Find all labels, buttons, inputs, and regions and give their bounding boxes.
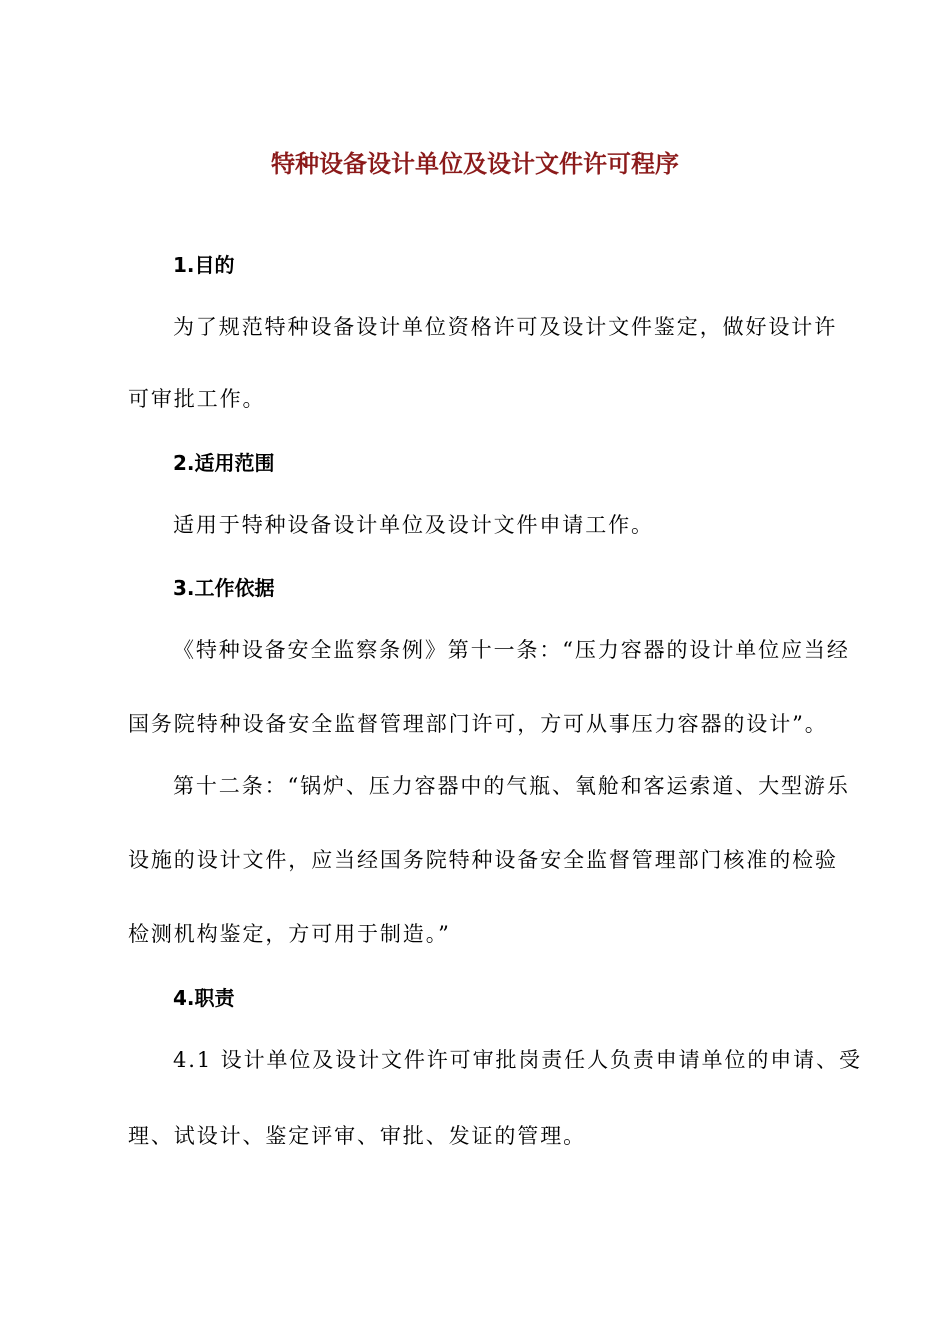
paragraph-line: 理、试设计、鉴定评审、审批、发证的管理。 — [128, 1124, 586, 1148]
paragraph-line: 4.1 设计单位及设计文件许可审批岗责任人负责申请单位的申请、受 — [173, 1048, 862, 1072]
paragraph-line: 检测机构鉴定，方可用于制造。” — [128, 922, 451, 946]
section-heading-purpose: 1.目的 — [173, 253, 235, 277]
section-heading-responsibilities: 4.职责 — [173, 986, 235, 1010]
section-heading-scope: 2.适用范围 — [173, 451, 275, 475]
paragraph-line: 《特种设备安全监察条例》第十一条：“压力容器的设计单位应当经 — [173, 638, 850, 662]
paragraph-line: 适用于特种设备设计单位及设计文件申请工作。 — [173, 513, 654, 537]
paragraph-line: 第十二条：“锅炉、压力容器中的气瓶、氧舱和客运索道、大型游乐 — [173, 774, 850, 798]
paragraph-line: 设施的设计文件，应当经国务院特种设备安全监督管理部门核准的检验 — [128, 848, 838, 872]
paragraph-line: 可审批工作。 — [128, 387, 266, 411]
paragraph-line: 为了规范特种设备设计单位资格许可及设计文件鉴定，做好设计许 — [173, 315, 838, 339]
document-title: 特种设备设计单位及设计文件许可程序 — [271, 150, 679, 178]
paragraph-line: 国务院特种设备安全监督管理部门许可，方可从事压力容器的设计”。 — [128, 712, 828, 736]
section-heading-basis: 3.工作依据 — [173, 576, 275, 600]
